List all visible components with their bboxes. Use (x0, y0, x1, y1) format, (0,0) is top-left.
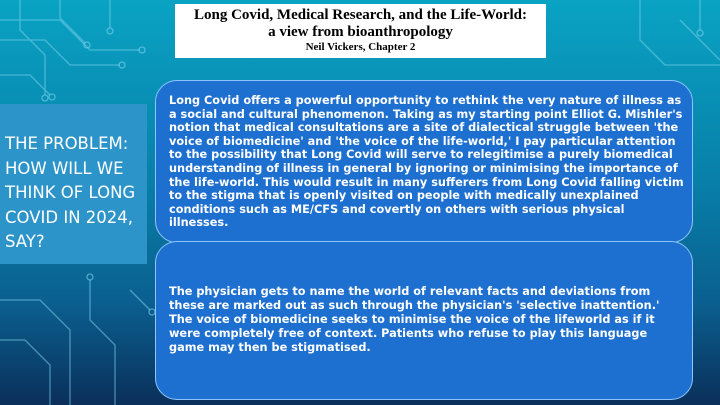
slide-author: Neil Vickers, Chapter 2 (305, 41, 416, 53)
slide-subtitle: a view from bioanthropology (268, 24, 453, 40)
problem-heading: THE PROBLEM: HOW WILL WE THINK OF LONG COVID IN 2024, SAY? (5, 134, 136, 251)
title-box (175, 4, 546, 58)
quote-box (155, 241, 693, 400)
abstract-text: Long Covid offers a powerful opportunity to rethink the very nature of illness as a social and cultural phenomenon. Taking as my starting point Elliot G. Mishler's notion that medical consultations are a site of dialectical struggle between 'the voice of biomedicine' and 'the voice of the life-world,' I pay particular attention to the possibility that Long Covid will serve to relegitimise a purely biomedical understanding of illness in general by ignoring or minimising the importance of the life-world. This would result in many sufferers from Long Covid falling victim to the stigma that is openly visited on people with medically unexplained conditions such as ME/CFS and covertly on others with serious physical illnesses. (169, 94, 684, 230)
slide-title: Long Covid, Medical Research, and the Life-World: (193, 7, 528, 23)
abstract-box (155, 80, 693, 243)
quote-text: The physician gets to name the world of relevant facts and deviations from these are marked out as such through the physician's 'selective inattention.' The voice of biomedicine seeks to minimise the voice of the lifeworld as if it were completely free of context. Patients who refuse to play this language game may then be stigmatised. (169, 285, 660, 354)
